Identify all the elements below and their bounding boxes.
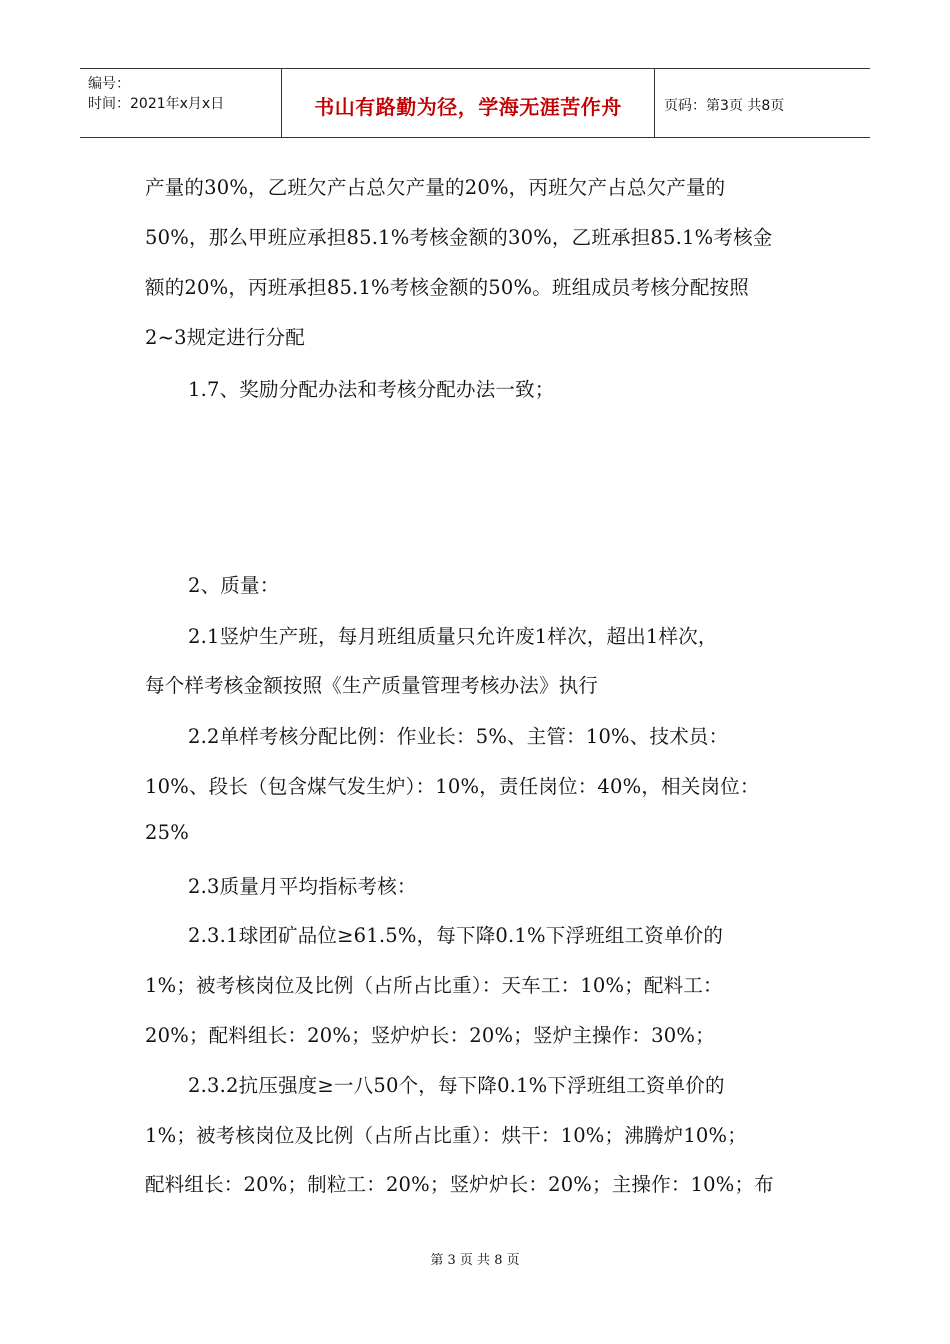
body-line: 2.1竖炉生产班，每月班组质量只允许废1样次，超出1样次， (188, 625, 718, 648)
body-line: 2.3.1球团矿品位≥61.5%，每下降0.1%下浮班组工资单价的 (188, 924, 724, 947)
body-line: 1.7、奖励分配办法和考核分配办法一致； (188, 378, 555, 401)
header-page-info: 页码：第3页 共8页 (664, 98, 785, 114)
body-line: 2~3规定进行分配 (145, 326, 305, 349)
body-line: 额的20%，丙班承担85.1%考核金额的50%。班组成员考核分配按照 (145, 276, 749, 299)
body-line: 每个样考核金额按照《生产质量管理考核办法》执行 (145, 674, 599, 697)
body-line: 2.3质量月平均指标考核： (188, 875, 417, 898)
body-line: 产量的30%，乙班欠产占总欠产量的20%，丙班欠产占总欠产量的 (145, 176, 726, 199)
body-line: 1%；被考核岗位及比例（占所占比重）：天车工：10%；配料工： (145, 974, 723, 997)
body-line: 20%；配料组长：20%；竖炉炉长：20%；竖炉主操作：30%； (145, 1024, 715, 1047)
header-meta (80, 69, 280, 137)
body-line: 2.3.2抗压强度≥一八50个，每下降0.1%下浮班组工资单价的 (188, 1074, 725, 1097)
motto: 书山有路勤为径，学海无涯苦作舟 (314, 95, 622, 119)
body-line: 1%；被考核岗位及比例（占所占比重）：烘干：10%；沸腾炉10%； (145, 1124, 747, 1147)
body-line: 2.2单样考核分配比例：作业长：5%、主管：10%、技术员： (188, 725, 729, 748)
body-line: 25% (145, 821, 189, 844)
page-header (80, 68, 870, 138)
section-heading: 2、质量： (188, 574, 280, 597)
document-number: 编号： (88, 76, 130, 92)
page-footer: 第 3 页 共 8 页 (430, 1253, 520, 1268)
body-line: 50%，那么甲班应承担85.1%考核金额的30%，乙班承担85.1%考核金 (145, 226, 773, 249)
document-time: 时间：2021年x月x日 (88, 96, 225, 112)
body-line: 配料组长：20%；制粒工：20%；竖炉炉长：20%；主操作：10%；布 (145, 1173, 774, 1196)
body-line: 10%、段长（包含煤气发生炉）：10%，责任岗位：40%，相关岗位： (145, 775, 760, 798)
header-page-cell (654, 69, 870, 137)
header-motto-cell (281, 69, 655, 137)
